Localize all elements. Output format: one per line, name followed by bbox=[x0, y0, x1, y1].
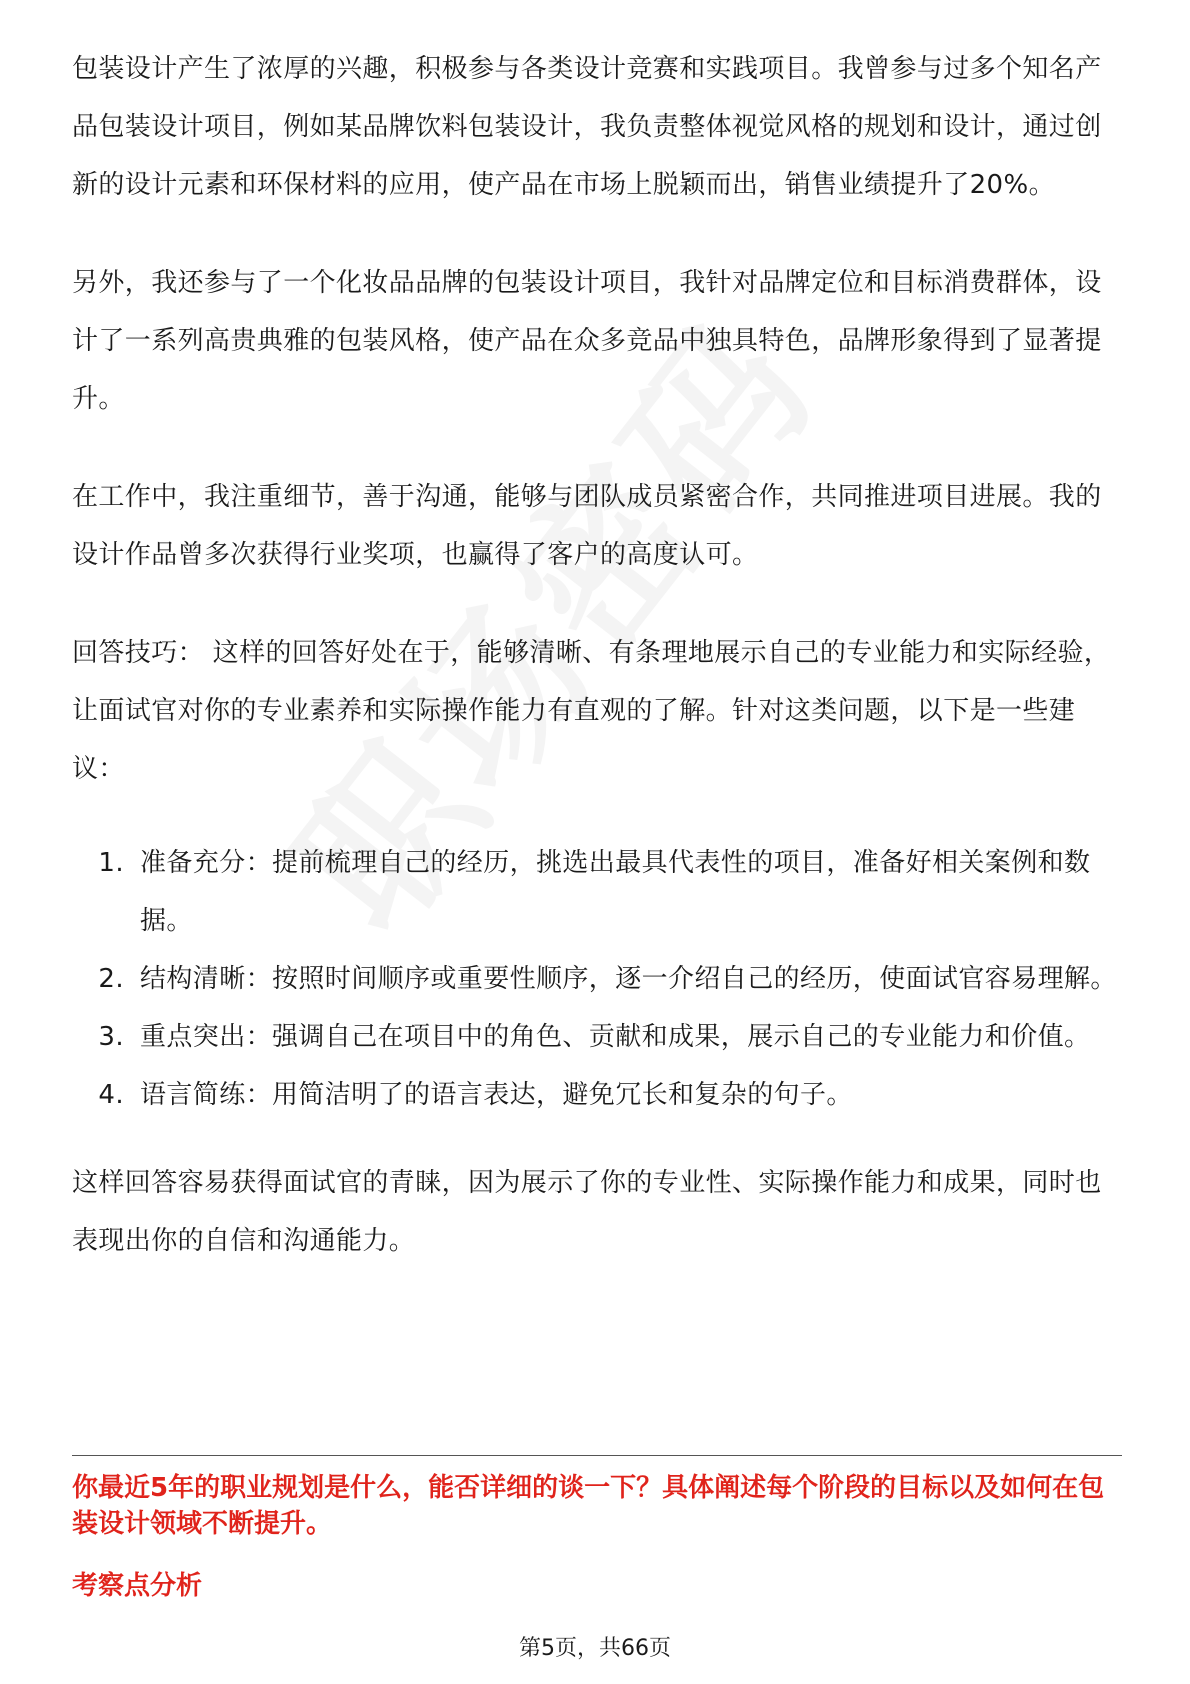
paragraph-project-experience: 包装设计产生了浓厚的兴趣，积极参与各类设计竞赛和实践项目。我曾参与过多个知名产品包装设计项目，例如某品牌饮料包装设计，我负责整体视觉风格的规划和设计，通过创新的设计元素和环保材料的应用，使产品在市场上脱颖而出，销售业绩提升了20%。 bbox=[72, 54, 1102, 200]
list-item-number: 2. bbox=[98, 964, 124, 994]
list-item-text: 准备充分：提前梳理自己的经历，挑选出最具代表性的项目，准备好相关案例和数据。 bbox=[140, 848, 1091, 936]
paragraph-cosmetics-project: 另外，我还参与了一个化妆品品牌的包装设计项目，我针对品牌定位和目标消费群体，设计了一系列高贵典雅的包装风格，使产品在众多竞品中独具特色，品牌形象得到了显著提升。 bbox=[72, 268, 1102, 414]
section-heading: 考察点分析 bbox=[72, 1571, 203, 1601]
paragraph-closing: 这样回答容易获得面试官的青睐，因为展示了你的专业性、实际操作能力和成果，同时也表现出你的自信和沟通能力。 bbox=[72, 1168, 1102, 1256]
list-item bbox=[72, 834, 1122, 950]
page-footer: 第5页，共66页 bbox=[519, 1636, 671, 1661]
list-item bbox=[72, 1008, 1122, 1066]
section-divider bbox=[72, 1455, 1122, 1456]
paragraph-work-style: 在工作中，我注重细节，善于沟通，能够与团队成员紧密合作，共同推进项目进展。我的设计作品曾多次获得行业奖项，也赢得了客户的高度认可。 bbox=[72, 482, 1102, 570]
list-item bbox=[72, 950, 1122, 1008]
list-item bbox=[72, 1066, 1122, 1124]
list-item-number: 1. bbox=[98, 848, 124, 878]
document-body bbox=[72, 40, 1122, 1310]
list-item-text: 语言简练：用简洁明了的语言表达，避免冗长和复杂的句子。 bbox=[140, 1080, 853, 1110]
tips-list bbox=[72, 834, 1122, 1124]
list-item-number: 4. bbox=[98, 1080, 124, 1110]
interview-question: 你最近5年的职业规划是什么，能否详细的谈一下？具体阐述每个阶段的目标以及如何在包装设计领域不断提升。 bbox=[72, 1473, 1105, 1539]
list-item-text: 重点突出：强调自己在项目中的角色、贡献和成果，展示自己的专业能力和价值。 bbox=[140, 1022, 1091, 1052]
paragraph-answer-tips: 回答技巧： 这样的回答好处在于，能够清晰、有条理地展示自己的专业能力和实际经验，让面试官对你的专业素养和实际操作能力有直观的了解。针对这类问题，以下是一些建议： bbox=[72, 638, 1111, 784]
list-item-number: 3. bbox=[98, 1022, 124, 1052]
list-item-text: 结构清晰：按照时间顺序或重要性顺序，逐一介绍自己的经历，使面试官容易理解。 bbox=[140, 964, 1117, 994]
